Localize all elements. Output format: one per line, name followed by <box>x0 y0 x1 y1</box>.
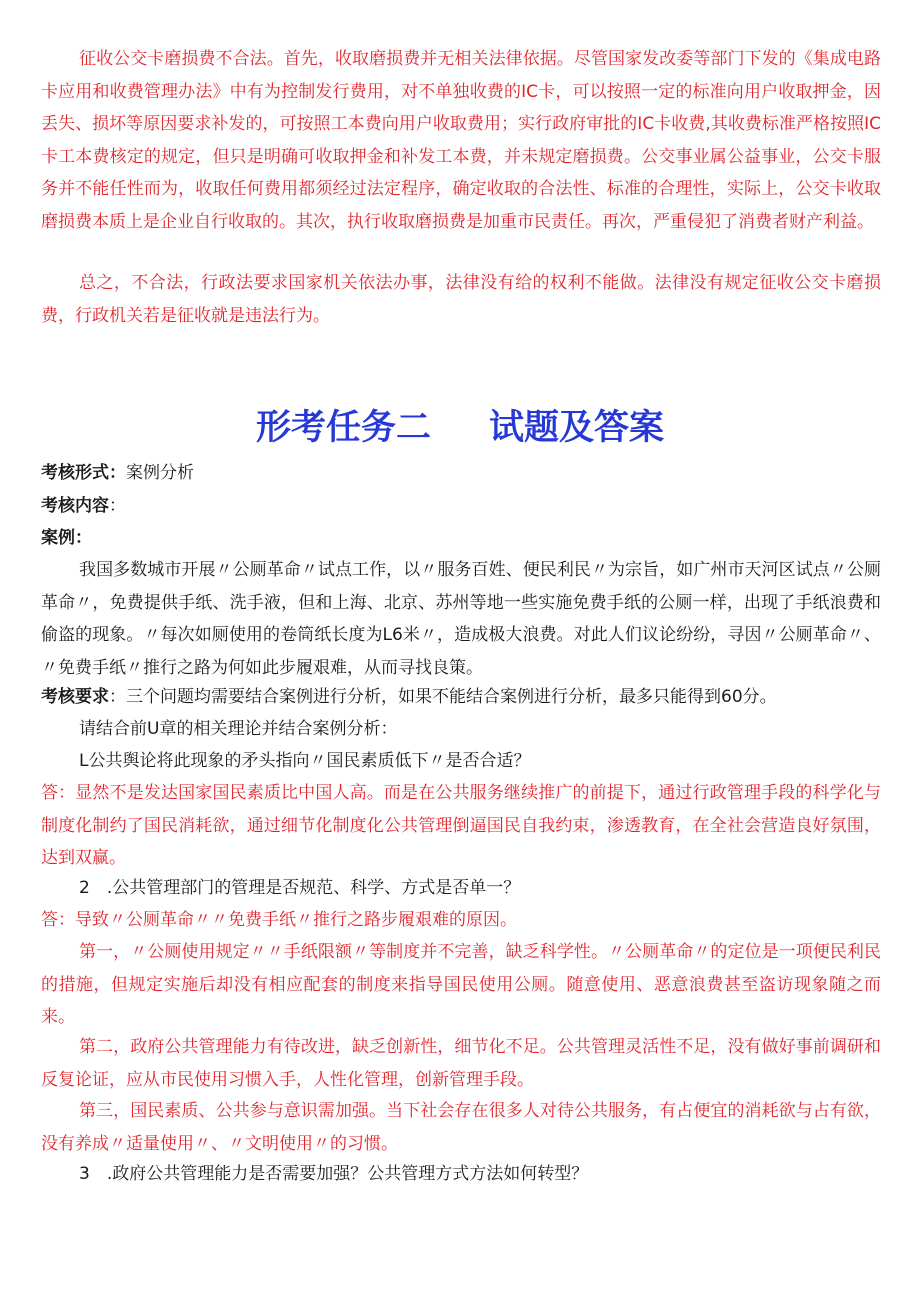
case-label: 案例： <box>41 528 92 548</box>
assessment-form-value: 案例分析 <box>126 463 194 483</box>
assessment-form <box>41 457 881 490</box>
question-1: L公共舆论将此现象的矛头指向〃国民素质低下〃是否合适？ <box>79 751 531 771</box>
question-2: 2 .公共管理部门的管理是否规范、科学、方式是否单一？ <box>79 878 521 898</box>
title-left: 形考任务二 <box>255 408 431 448</box>
assessment-requirement <box>41 681 881 714</box>
instruction: 请结合前U章的相关理论并结合案例分析： <box>79 719 398 739</box>
assessment-content-label: 考核内容 <box>41 496 109 516</box>
answer-2-point-1: 第一，〃公厕使用规定〃〃手纸限额〃等制度并不完善，缺乏科学性。〃公厕革命〃的定位是一项便民利民的措施，但规定实施后却没有相应配套的制度来指导国民使用公厕。随意使用、恶意浪费甚至盗访现象随之而来。 <box>41 942 881 1027</box>
answer-2-point-3: 第三，国民素质、公共参与意识需加强。当下社会存在很多人对待公共服务，有占便宜的消耗欲与占有欲，没有养成〃适量使用〃、〃文明使用〃的习惯。 <box>41 1101 881 1154</box>
answer-1: 答：显然不是发达国家国民素质比中国人高。而是在公共服务继续推广的前提下，通过行政管理手段的科学化与制度化制约了国民消耗欲，通过细节化制度化公共管理倒逼国民自我约束，渗透教育，在全社会营造良好氛围，达到双赢。 <box>41 783 881 868</box>
answer-paragraph: 征收公交卡磨损费不合法。首先，收取磨损费并无相关法律依据。尽管国家发改委等部门下发的《集成电路卡应用和收费管理办法》中有为控制发行费用，对不单独收费的IC卡，可以按照一定的标准向用户收取押金，因丢失、损坏等原因要求补发的，可按照工本费向用户收取费用；实行政府审批的IC卡收费,其收费标准严格按照IC卡工本费核定的规定，但只是明确可收取押金和补发工本费，并未规定磨损费。公交事业属公益事业，公交卡服务并不能任性而为，收取任何费用都须经过法定程序，确定收取的合法性、标准的合理性，实际上，公交卡收取磨损费本质上是企业自行收取的。其次，执行收取磨损费是加重市民责任。再次，严重侵犯了消费者财产利益。 <box>41 49 881 232</box>
assessment-requirement-label: 考核要求 <box>41 687 109 707</box>
answer-2-point-2: 第二，政府公共管理能力有待改进，缺乏创新性，细节化不足。公共管理灵活性不足，没有做好事前调研和反复论证，应从市民使用习惯入手，人性化管理，创新管理手段。 <box>41 1037 881 1090</box>
assessment-form-sep: ： <box>109 463 126 483</box>
answer-conclusion: 总之，不合法，行政法要求国家机关依法办事，法律没有给的权利不能做。法律没有规定征收公交卡磨损费，行政机关若是征收就是违法行为。 <box>41 273 881 326</box>
assessment-form-label: 考核形式 <box>41 463 109 483</box>
title-right: 试题及答案 <box>489 408 665 448</box>
case-text: 我国多数城市开展〃公厕革命〃试点工作，以〃服务百姓、便民利民〃为宗旨，如广州市天河区试点〃公厕革命〃，免费提供手纸、洗手液，但和上海、北京、苏州等地一些实施免费手纸的公厕一样，出现了手纸浪费和偷盗的现象。〃每次如厕使用的卷筒纸长度为L6米〃，造成极大浪费。对此人们议论纷纷，寻因〃公厕革命〃、〃免费手纸〃推行之路为何如此步履艰难，从而寻找良策。 <box>41 560 881 678</box>
assessment-content <box>41 490 881 523</box>
assessment-requirement-text: ：三个问题均需要结合案例进行分析，如果不能结合案例进行分析，最多只能得到60分。 <box>109 687 777 707</box>
assessment-content-sep: ： <box>109 496 126 516</box>
answer-2-intro: 答：导致〃公厕革命〃〃免费手纸〃推行之路步履艰难的原因。 <box>41 910 517 930</box>
section-title <box>0 400 920 456</box>
question-3: 3 .政府公共管理能力是否需要加强？公共管理方式方法如何转型？ <box>79 1164 589 1184</box>
